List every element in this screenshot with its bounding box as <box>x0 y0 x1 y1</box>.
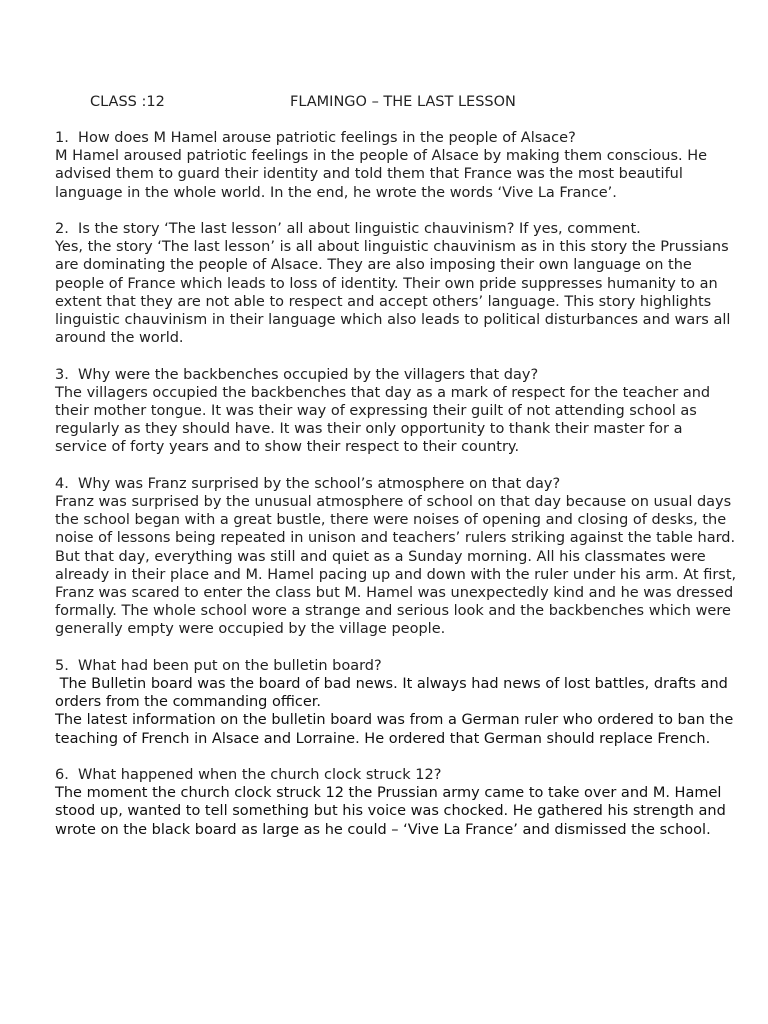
answer-6: The moment the church clock struck 12 the Prussian army came to take over and M. Hamel stood up, wanted to tell something but his voice was chocked. He gathered his strength and wrote on the black board as large as he could – ‘Vive La France’ and dismissed the school. <box>55 785 731 838</box>
answer-1: M Hamel aroused patriotic feelings in the people of Alsace by making them conscious. He advised them to guard their identity and told them that France was the most beautiful language in the whole world. In the end, he wrote the words ‘Vive La France’. <box>55 148 712 201</box>
answer-5: The Bulletin board was the board of bad news. It always had news of lost battles, drafts and orders from the commanding officer. The latest information on the bulletin board was from a German ruler who ordered to ban the teaching of French in Alsace and Lorraine. He ordered that German should replace French. <box>55 676 734 747</box>
qa-item-3 <box>55 366 737 457</box>
document-title: FLAMINGO – THE LAST LESSON <box>290 94 516 110</box>
qa-item-4 <box>55 475 741 639</box>
class-label: CLASS :12 <box>90 94 165 110</box>
question-2: 2. Is the story ‘The last lesson’ all about linguistic chauvinism? If yes, comment. <box>55 221 641 237</box>
document-header <box>0 92 768 112</box>
question-6: 6. What happened when the church clock struck 12? <box>55 767 442 784</box>
qa-item-5 <box>55 657 737 748</box>
qa-item-1 <box>55 129 737 202</box>
answer-2: Yes, the story ‘The last lesson’ is all about linguistic chauvinism as in this story the Prussians are dominating the people of Alsace. They are also imposing their own language on the people of France which leads to loss of identity. Their own pride suppresses humanity to an extent that they are not able to respect and accept others’ language. This story highlights linguistic chauvinism in their language which also leads to political disturbances and wars all around the world. <box>55 239 735 347</box>
qa-item-6 <box>55 766 737 839</box>
question-3: 3. Why were the backbenches occupied by the villagers that day? <box>55 366 539 383</box>
qa-item-2 <box>55 220 737 347</box>
question-5: 5. What had been put on the bulletin board? <box>55 657 382 674</box>
question-4: 4. Why was Franz surprised by the school’s atmosphere on that day? <box>55 475 561 492</box>
answer-4: Franz was surprised by the unusual atmosphere of school on that day because on usual days the school began with a great bustle, there were noises of opening and closing of desks, the noise of lessons being repeated in unison and teachers’ rulers striking against the table hard. But that day, everything was still and quiet as a Sunday morning. All his classmates were already in their place and M. Hamel pacing up and down with the ruler under his arm. At first, Franz was scared to enter the class but M. Hamel was unexpectedly kind and he was dressed formally. The whole school wore a strange and serious look and the backbenches which were generally empty were occupied by the village people. <box>55 494 741 638</box>
question-1: 1. How does M Hamel arouse patriotic feelings in the people of Alsace? <box>55 130 576 146</box>
answer-3: The villagers occupied the backbenches that day as a mark of respect for the teacher and their mother tongue. It was their way of expressing their guilt of not attending school as regularly as they should have. It was their only opportunity to thank their master for a service of forty years and to show their respect to their country. <box>55 384 715 456</box>
qa-list <box>55 129 741 857</box>
